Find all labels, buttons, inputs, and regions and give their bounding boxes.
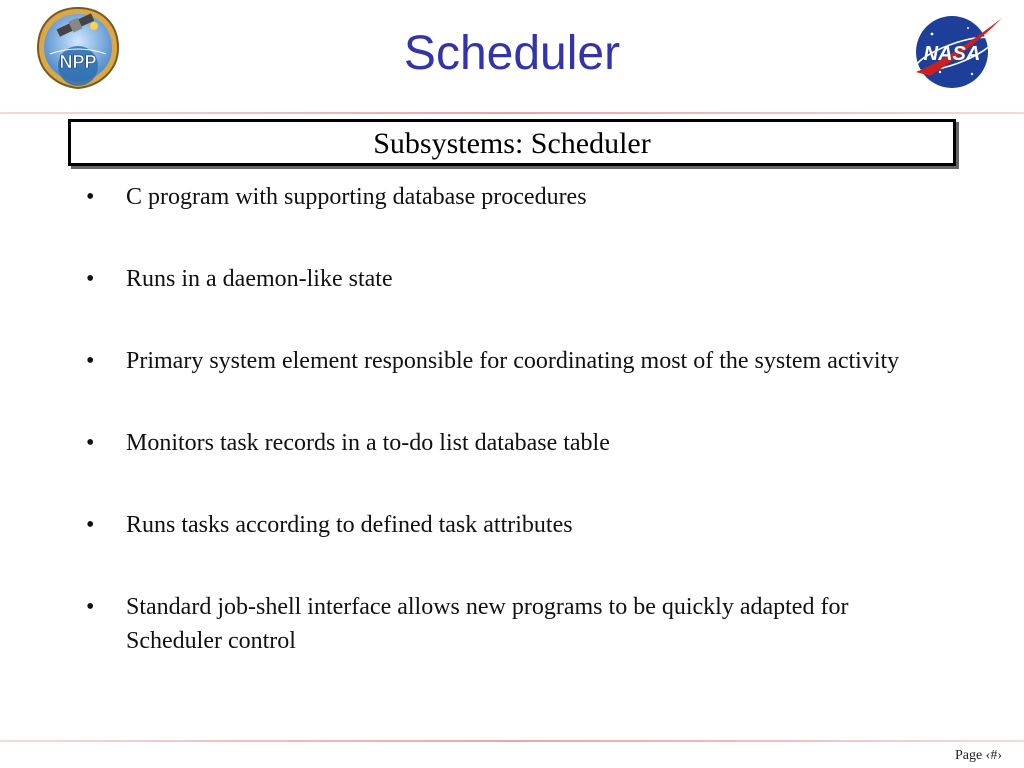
bullet-text: Runs tasks according to defined task attributes [126,512,573,538]
bullet-text: Runs in a daemon-like state [126,266,393,292]
nasa-logo [910,10,1006,92]
header-divider [0,112,1024,114]
bullet-marker: • [86,512,95,538]
bullet-list [86,180,926,706]
page-title: Scheduler [403,27,621,80]
bullet-marker: • [86,348,95,374]
bullet-text: Standard job-shell interface allows new programs to be quickly adapted for Scheduler control [126,594,849,654]
list-item [86,262,926,296]
bullet-marker: • [86,266,95,292]
list-item [86,180,926,214]
nasa-logo-text: NASA [923,43,981,65]
bullet-text: Primary system element responsible for coordinating most of the system activity [126,348,900,374]
bullet-text: Monitors task records in a to-do list database table [126,430,610,456]
footer-divider [0,740,1024,742]
list-item [86,344,926,378]
bullet-marker: • [86,594,95,620]
bullet-text: C program with supporting database procedures [126,184,587,210]
subtitle-box: Subsystems: Scheduler [68,119,956,166]
npp-logo-text: NPP [59,52,97,72]
nasa-meatball-logo-icon [910,10,1006,92]
page-number: Page ‹#› [954,748,1002,763]
bullet-marker: • [86,430,95,456]
list-item [86,508,926,542]
list-item [86,426,926,460]
list-item [86,590,926,658]
bullet-marker: • [86,184,95,210]
